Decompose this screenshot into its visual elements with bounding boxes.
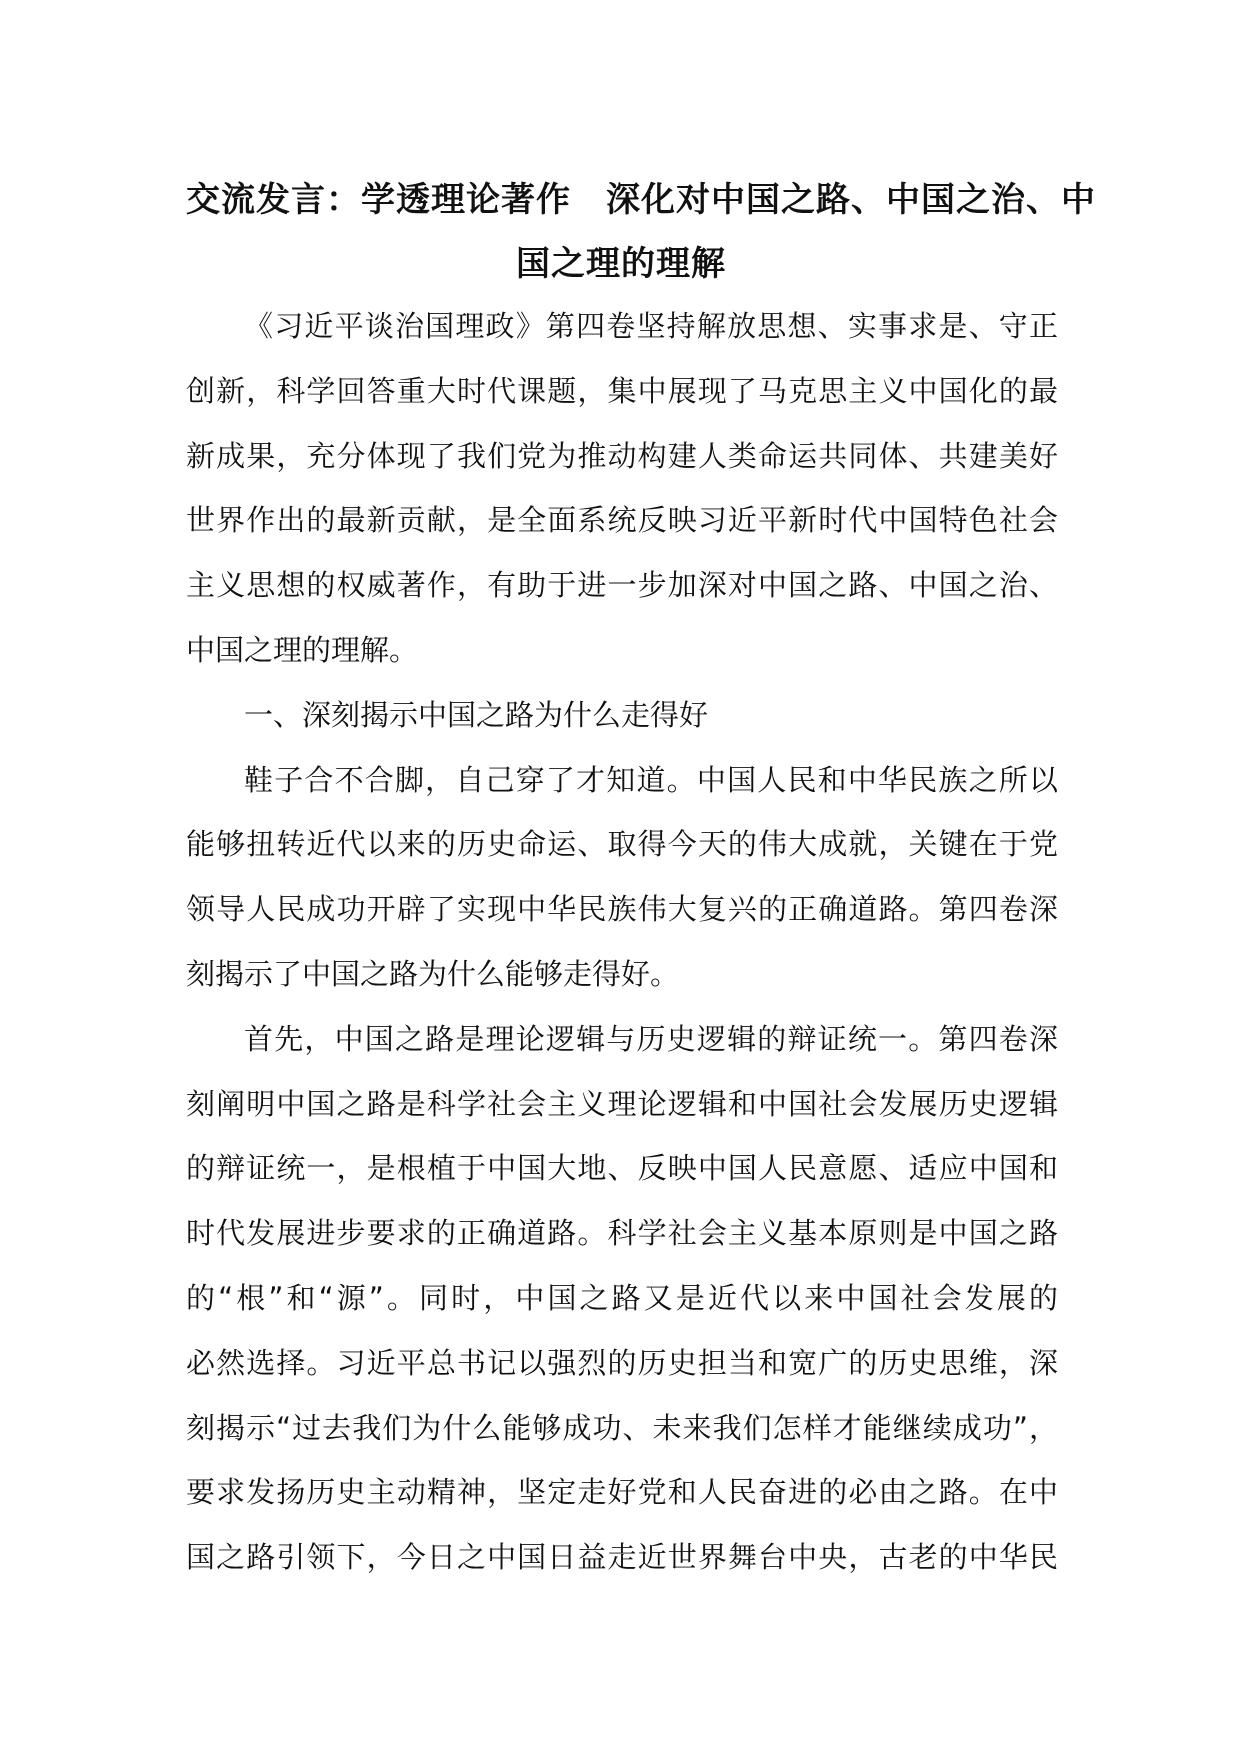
- text-line: 能够扭转近代以来的历史命运、取得今天的伟大成就，关键在于党: [186, 827, 1058, 862]
- text-line: 的辩证统一，是根植于中国大地、反映中国人民意愿、适应中国和: [186, 1151, 1058, 1186]
- text-line: 国之路引领下，今日之中国日益走近世界舞台中央，古老的中华民: [186, 1540, 1058, 1575]
- text-line: 世界作出的最新贡献，是全面系统反映习近平新时代中国特色社会: [186, 503, 1058, 538]
- text-line: 时代发展进步要求的正确道路。科学社会主义基本原则是中国之路: [186, 1216, 1058, 1251]
- text-line: 刻揭示了中国之路为什么能够走得好。: [186, 956, 680, 991]
- text-line: 《习近平谈治国理政》第四卷坚持解放思想、实事求是、守正: [244, 309, 1058, 343]
- text-line: 主义思想的权威著作，有助于进一步加深对中国之路、中国之治、: [186, 568, 1058, 603]
- paragraph-intro: [186, 294, 1058, 683]
- paragraph-first: [186, 1007, 1058, 1590]
- document-title: [186, 168, 1096, 296]
- section-heading: [186, 683, 1058, 748]
- text-line: 的“根”和“源”。同时，中国之路又是近代以来中国社会发展的: [186, 1280, 1058, 1315]
- text-line: 首先，中国之路是理论逻辑与历史逻辑的辩证统一。第四卷深: [244, 1021, 1058, 1056]
- text-line: 一、深刻揭示中国之路为什么走得好: [244, 697, 709, 732]
- title-line: 交流发言：学透理论著作 深化对中国之路、中国之治、中: [186, 180, 1096, 220]
- text-line: 新成果，充分体现了我们党为推动构建人类命运共同体、共建美好: [186, 438, 1058, 473]
- text-line: 必然选择。习近平总书记以强烈的历史担当和宽广的历史思维，深: [186, 1345, 1058, 1380]
- text-line: 中国之理的理解。: [186, 632, 419, 667]
- text-line: 刻揭示“过去我们为什么能够成功、未来我们怎样才能继续成功”，: [186, 1410, 1058, 1445]
- title-line: 国之理的理解: [516, 244, 726, 284]
- text-line: 领导人民成功开辟了实现中华民族伟大复兴的正确道路。第四卷深: [186, 892, 1058, 927]
- document-body: [186, 294, 1058, 1590]
- paragraph-shoes: [186, 748, 1058, 1007]
- text-line: 要求发扬历史主动精神，坚定走好党和人民奋进的必由之路。在中: [186, 1475, 1058, 1510]
- text-line: 刻阐明中国之路是科学社会主义理论逻辑和中国社会发展历史逻辑: [186, 1086, 1058, 1121]
- text-line: 创新，科学回答重大时代课题，集中展现了马克思主义中国化的最: [186, 373, 1058, 408]
- text-line: 鞋子合不合脚，自己穿了才知道。中国人民和中华民族之所以: [244, 762, 1058, 797]
